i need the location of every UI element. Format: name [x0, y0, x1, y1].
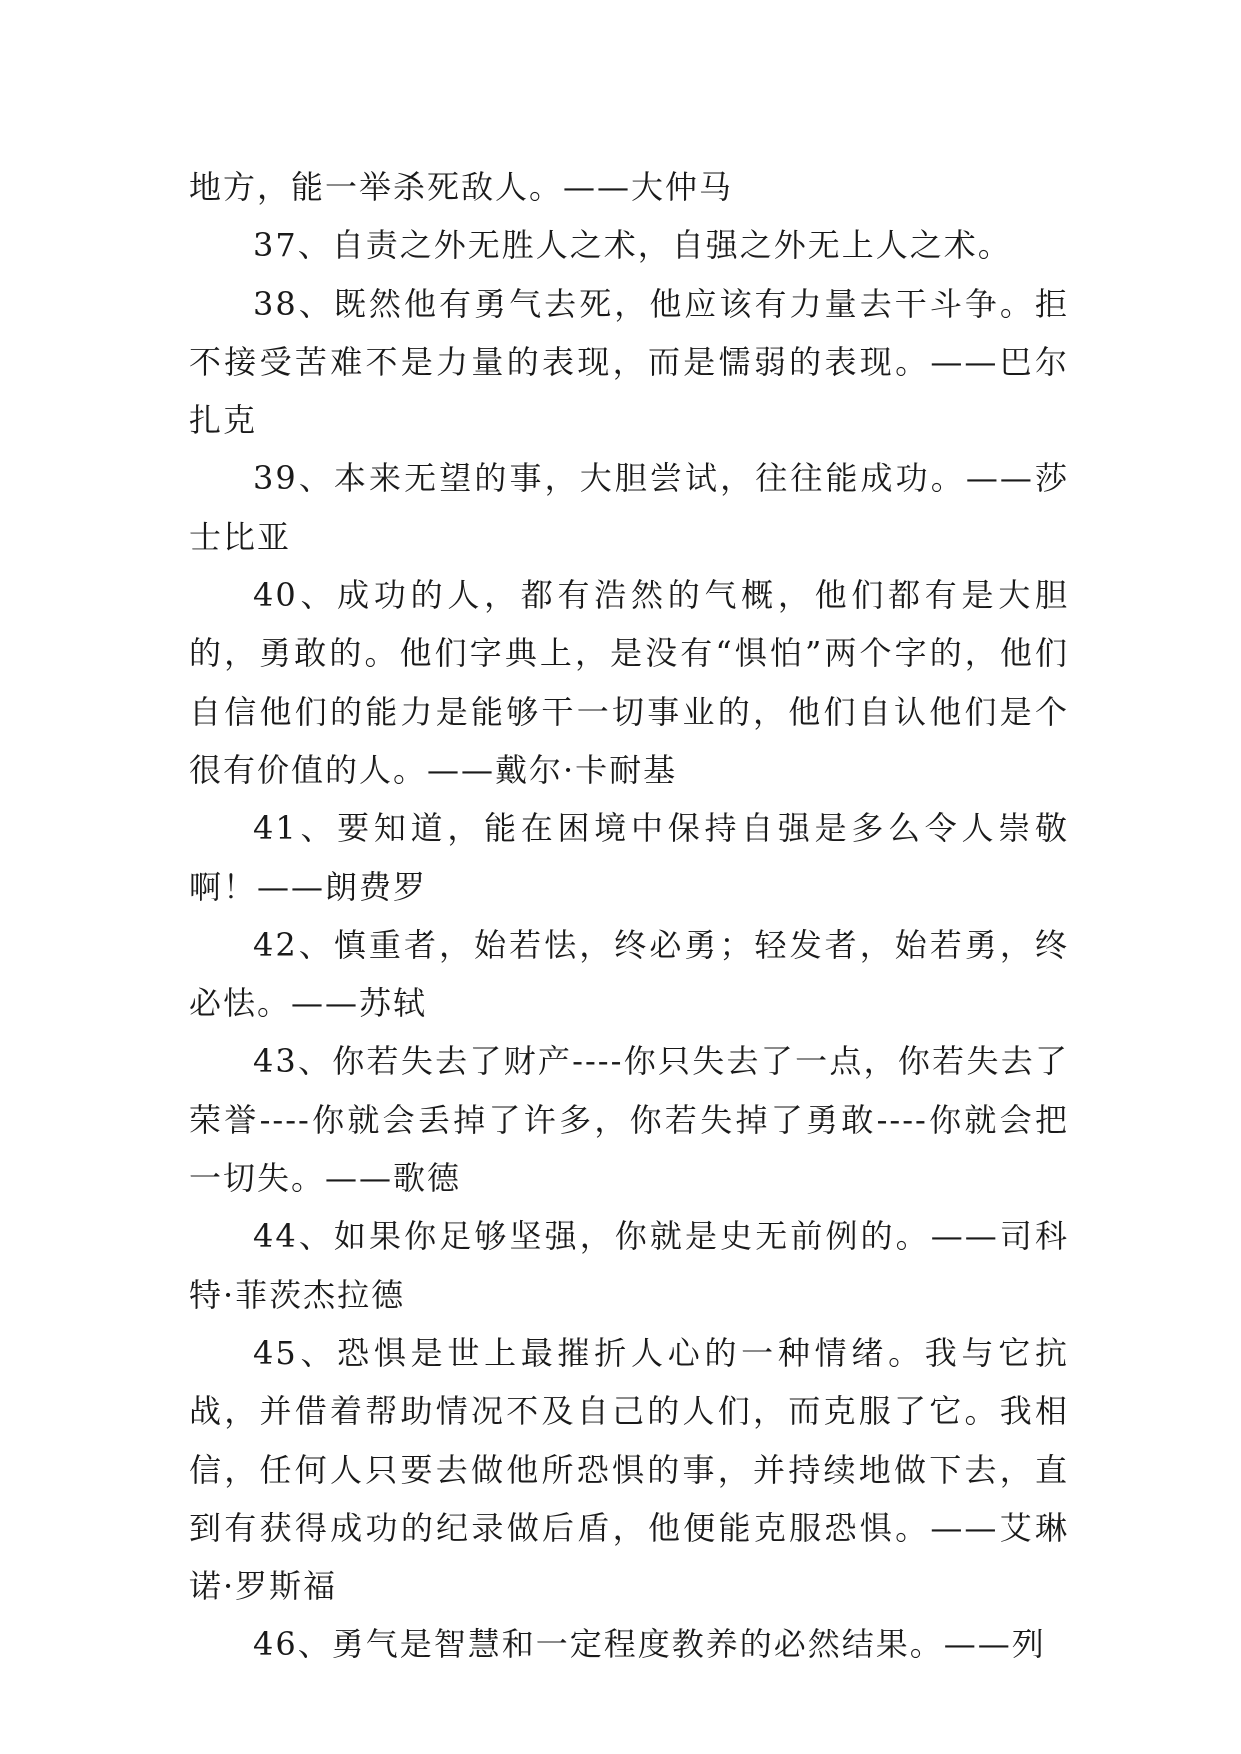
- quote-paragraph-38: 38、既然他有勇气去死，他应该有力量去干斗争。拒不接受苦难不是力量的表现，而是懦弱的表现。——巴尔扎克: [189, 284, 1069, 440]
- quote-paragraph-43: 43、你若失去了财产----你只失去了一点，你若失去了荣誉----你就会丢掉了许多，你若失掉了勇敢----你就会把一切失。——歌德: [189, 1042, 1069, 1198]
- quote-paragraph-39: 39、本来无望的事，大胆尝试，往往能成功。——莎士比亚: [189, 459, 1069, 556]
- quote-paragraph-42: 42、慎重者，始若怯，终必勇；轻发者，始若勇，终必怯。——苏轼: [189, 925, 1069, 1023]
- quote-paragraph-40: 40、成功的人，都有浩然的气概，他们都有是大胆的，勇敢的。他们字典上，是没有“惧怕”两个字的，他们自信他们的能力是能够干一切事业的，他们自认他们是个很有价值的人。——戴尔·卡耐基: [189, 576, 1069, 789]
- quote-paragraph-41: 41、要知道，能在困境中保持自强是多么令人崇敬啊！——朗费罗: [189, 809, 1069, 906]
- paragraph-continuation: 地方，能一举杀死敌人。——大仲马: [189, 168, 734, 206]
- quote-paragraph-46: 46、勇气是智慧和一定程度教养的必然结果。——列: [253, 1625, 1046, 1664]
- quote-paragraph-44: 44、如果你足够坚强，你就是史无前例的。——司科特·菲茨杰拉德: [189, 1217, 1069, 1314]
- quote-paragraph-37: 37、自责之外无胜人之术，自强之外无上人之术。: [253, 226, 1012, 265]
- quote-paragraph-45: 45、恐惧是世上最摧折人心的一种情绪。我与它抗战，并借着帮助情况不及自己的人们，而克服了它。我相信，任何人只要去做他所恐惧的事，并持续地做下去，直到有获得成功的纪录做后盾，他便能克服恐惧。——艾琳诺·罗斯福: [189, 1333, 1069, 1606]
- document-body: [189, 158, 1069, 1674]
